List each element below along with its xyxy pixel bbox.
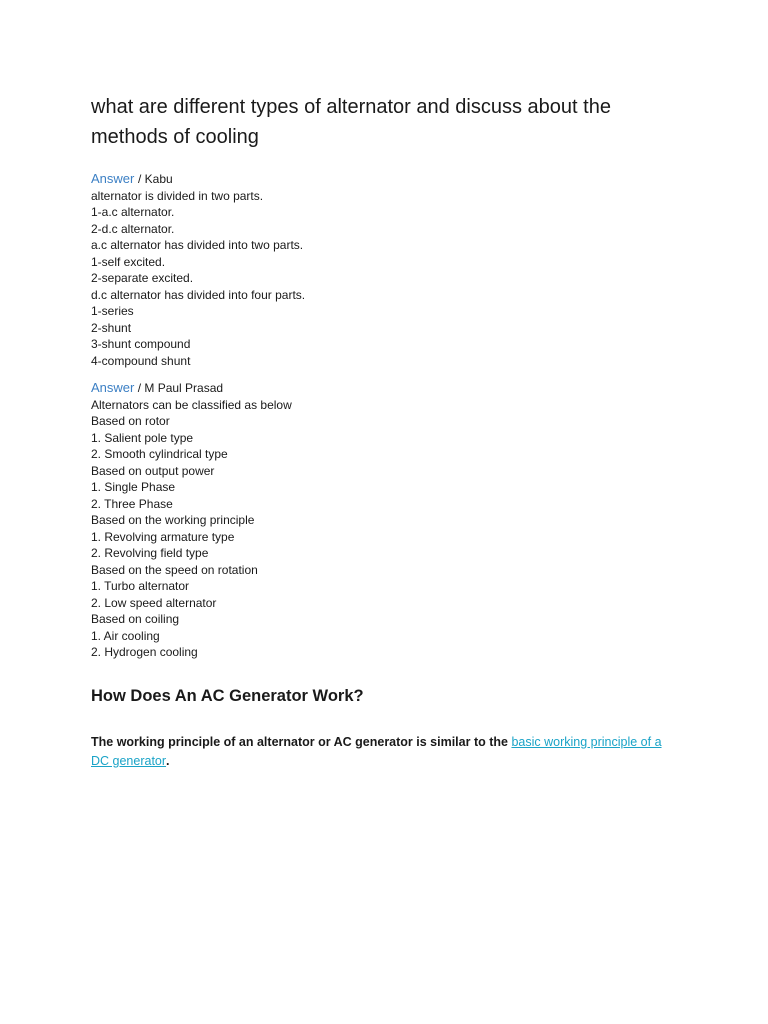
answer-line: 2. Three Phase: [91, 496, 173, 511]
answer-line: 2. Low speed alternator: [91, 595, 217, 610]
answer-line: Alternators can be classified as below: [91, 397, 292, 412]
answer-line: Based on the working principle: [91, 513, 255, 527]
answer-link[interactable]: Answer: [91, 380, 135, 395]
answer-line: 2. Revolving field type: [91, 546, 209, 560]
answer-line: 1. Air cooling: [91, 628, 160, 643]
answer-separator: /: [134, 381, 145, 395]
answer-line: a.c alternator has divided into two parts.: [91, 238, 304, 252]
answer-lines: [91, 188, 681, 370]
answer-separator: /: [137, 172, 145, 186]
answer-line: 2-d.c alternator.: [91, 221, 175, 236]
answer-line: 1-a.c alternator.: [91, 205, 175, 219]
answer-header: [91, 380, 681, 397]
answer-line: Based on the speed on rotation: [91, 562, 258, 577]
document-page: [91, 92, 681, 783]
answer-author: M Paul Prasad: [144, 381, 224, 395]
answer-line: Based on coiling: [91, 612, 180, 626]
answer-line: 2-shunt: [91, 320, 132, 335]
section-body-text: The working principle of an alternator or AC generator is similar to the: [91, 734, 512, 749]
answer-line: 1. Revolving armature type: [91, 529, 235, 544]
answer-line: 3-shunt compound: [91, 337, 191, 351]
answer-block-2: [91, 380, 681, 661]
page-title: what are different types of alternator and discuss about the methods of cooling: [91, 96, 611, 148]
answer-header: [91, 171, 681, 188]
answer-line: 1. Salient pole type: [91, 430, 194, 445]
section-heading: How Does An AC Generator Work?: [91, 686, 364, 705]
answer-lines: [91, 397, 681, 661]
answer-line: 2. Hydrogen cooling: [91, 645, 198, 659]
answer-line: 2. Smooth cylindrical type: [91, 447, 228, 461]
section-body-end: .: [166, 753, 170, 768]
answer-line: 1. Turbo alternator: [91, 579, 190, 593]
answer-line: 1-series: [91, 304, 134, 318]
answer-line: 1. Single Phase: [91, 480, 176, 494]
answer-line: Based on rotor: [91, 414, 170, 428]
answer-author: Kabu: [144, 172, 173, 186]
answer-line: 2-separate excited.: [91, 271, 194, 285]
section-body: [91, 733, 676, 771]
answer-link[interactable]: Answer: [91, 171, 138, 186]
answer-line: d.c alternator has divided into four parts.: [91, 287, 306, 302]
answer-line: alternator is divided in two parts.: [91, 188, 264, 203]
answer-block-1: [91, 171, 681, 369]
answer-line: Based on output power: [91, 463, 215, 478]
answer-line: 4-compound shunt: [91, 353, 191, 368]
dc-generator-link[interactable]: basic working principle of a DC generator: [91, 734, 662, 768]
answer-line: 1-self excited.: [91, 254, 166, 269]
